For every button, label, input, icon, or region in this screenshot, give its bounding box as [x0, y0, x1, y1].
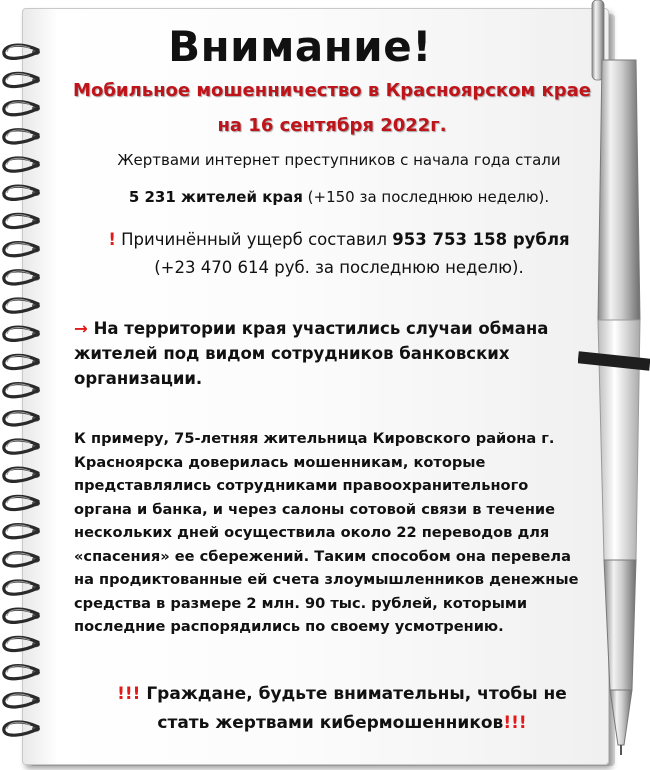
damage-exclamation: ! [108, 230, 116, 249]
final-line-1: !!! Граждане, будьте внимательны, чтобы не [117, 684, 567, 704]
final-exclamation-start: !!! [117, 684, 141, 704]
victims-count: 5 231 жителей края [128, 188, 303, 206]
victims-line [74, 188, 604, 206]
example-paragraph [74, 427, 594, 639]
bank-line-3: организации. [74, 369, 203, 388]
example-line: на продиктованные ей счета злоумышленников денежные [74, 571, 579, 588]
victims-intro: Жертвами интернет преступников с начала года стали [117, 151, 561, 169]
final-line-2: стать жертвами кибермошенников!!! [157, 713, 527, 733]
example-line: органа и банка, и через салоны сотовой связи в течение [74, 500, 556, 518]
example-line: «спасения» ее сбережений. Таким способом она перевела [74, 547, 571, 565]
spiral-binding-icon [0, 0, 60, 770]
example-line: представлялись сотрудниками правоохранительного [74, 477, 529, 494]
victims-week: (+150 за последнюю неделю). [307, 188, 550, 206]
damage-text: Причинённый ущерб составил [121, 230, 388, 249]
page-title: Внимание! [168, 22, 432, 71]
final-warning [62, 680, 622, 738]
example-line: К примеру, 75-летняя жительница Кировского района г. [74, 430, 555, 447]
example-line: Красноярска доверилась мошенникам, которые [74, 453, 486, 471]
arrow-icon: → [74, 319, 88, 338]
bank-line-2: жителей под видом сотрудников банковских [74, 344, 510, 363]
bank-line-1: → На территории края участились случаи обмана [74, 319, 549, 338]
subtitle-date: на 16 сентября 2022г. [217, 115, 447, 136]
damage-amount: 953 753 158 рубля [392, 230, 570, 249]
damage-week: (+23 470 614 руб. за последнюю неделю). [154, 258, 524, 277]
final-exclamation-end: !!! [503, 713, 527, 733]
example-line: средства в размере 2 млн. 90 тыс. рублей, которыми [74, 594, 528, 612]
example-line: нескольких дней осуществила около 22 переводов для [74, 524, 550, 541]
bank-warning [74, 316, 594, 391]
example-line: последние распорядились по своему усмотрению. [74, 618, 504, 635]
subtitle-line-1: Мобильное мошенничество в Красноярском крае [73, 80, 591, 101]
damage-line [74, 230, 604, 249]
